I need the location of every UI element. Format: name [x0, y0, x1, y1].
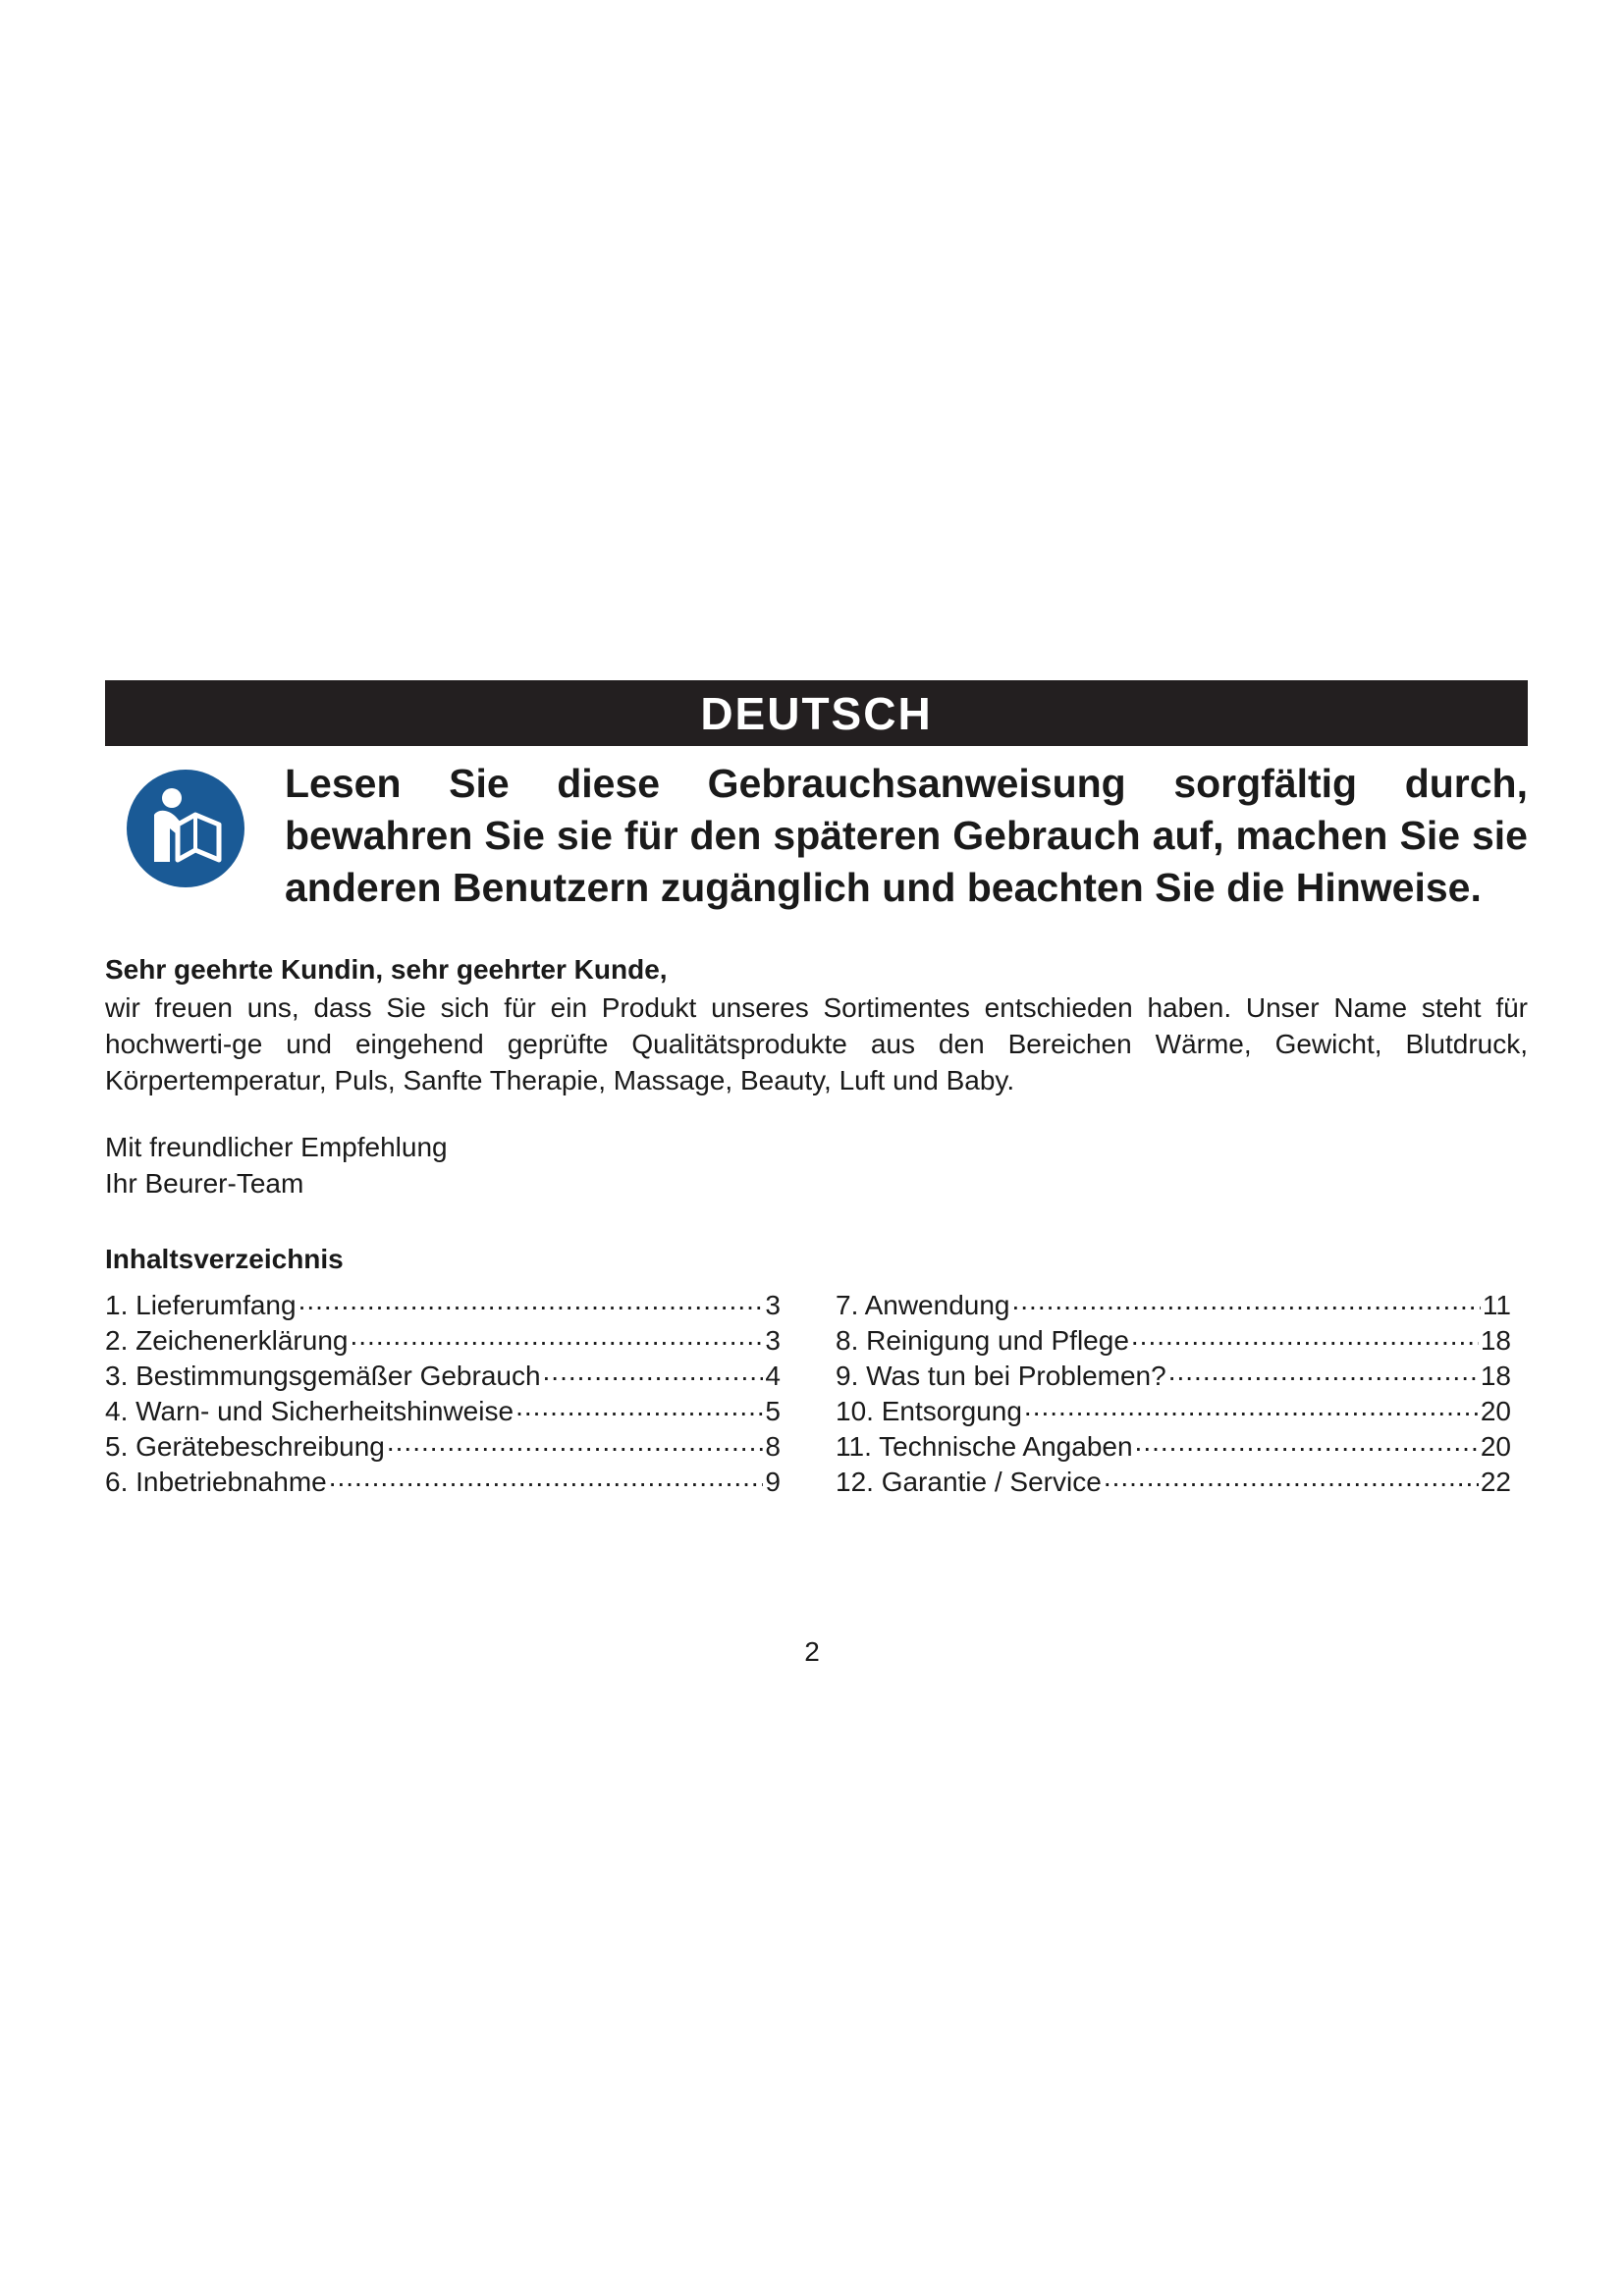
- toc-leader: [1131, 1322, 1479, 1350]
- toc-entry[interactable]: [836, 1464, 1511, 1499]
- language-title: DEUTSCH: [700, 687, 933, 739]
- toc-entry-label: 7. Anwendung: [836, 1290, 1010, 1320]
- toc-leader: [515, 1393, 763, 1420]
- toc-leader: [387, 1428, 764, 1456]
- toc-entry[interactable]: [836, 1322, 1511, 1358]
- toc-leader: [1135, 1428, 1479, 1456]
- toc-entry-page: 18: [1480, 1325, 1511, 1356]
- toc-entry-label: 6. Inbetriebnahme: [105, 1467, 327, 1497]
- toc-leader: [1012, 1287, 1481, 1314]
- toc-entry-page: 20: [1480, 1431, 1511, 1462]
- toc-entry-label: 3. Bestimmungsgemäßer Gebrauch: [105, 1361, 541, 1391]
- toc-entry-page: 9: [765, 1467, 781, 1497]
- closing: [105, 1129, 448, 1201]
- toc-entry-label: 9. Was tun bei Problemen?: [836, 1361, 1166, 1391]
- toc-entry-label: 10. Entsorgung: [836, 1396, 1022, 1426]
- toc-title: Inhaltsverzeichnis: [105, 1244, 344, 1274]
- toc-entry-page: 20: [1480, 1396, 1511, 1426]
- toc-column-right: [836, 1287, 1511, 1499]
- toc-entry[interactable]: [105, 1358, 781, 1393]
- toc-entry-page: 3: [765, 1290, 781, 1320]
- toc-column-left: [105, 1287, 781, 1499]
- signature-line: Ihr Beurer-Team: [105, 1168, 304, 1199]
- toc-entry-page: 22: [1480, 1467, 1511, 1497]
- toc-entry[interactable]: [105, 1322, 781, 1358]
- toc-leader: [350, 1322, 763, 1350]
- toc-entry-label: 11. Technische Angaben: [836, 1431, 1133, 1462]
- language-banner: [105, 680, 1528, 746]
- toc-entry-label: 1. Lieferumfang: [105, 1290, 297, 1320]
- page-number: 2: [804, 1636, 820, 1667]
- toc-leader: [543, 1358, 764, 1385]
- toc-entry[interactable]: [105, 1287, 781, 1322]
- toc-entry[interactable]: [836, 1428, 1511, 1464]
- toc-leader: [1104, 1464, 1479, 1491]
- toc-entry-page: 18: [1480, 1361, 1511, 1391]
- toc-entry[interactable]: [836, 1358, 1511, 1393]
- toc-entry-label: 4. Warn- und Sicherheitshinweise: [105, 1396, 514, 1426]
- toc-leader: [298, 1287, 764, 1314]
- toc-entry-label: 2. Zeichenerklärung: [105, 1325, 349, 1356]
- toc-leader: [1168, 1358, 1479, 1385]
- toc-entry[interactable]: [105, 1464, 781, 1499]
- toc-entry-page: 8: [765, 1431, 781, 1462]
- toc-leader: [1024, 1393, 1479, 1420]
- closing-line: Mit freundlicher Empfehlung: [105, 1132, 448, 1162]
- toc-entry-page: 3: [765, 1325, 781, 1356]
- greeting: Sehr geehrte Kundin, sehr geehrter Kunde,: [105, 954, 668, 985]
- toc-entry[interactable]: [836, 1393, 1511, 1428]
- toc-entry[interactable]: [105, 1428, 781, 1464]
- toc-entry-page: 11: [1482, 1290, 1511, 1320]
- toc-leader: [329, 1464, 764, 1491]
- read-instructions-notice: Lesen Sie diese Gebrauchsanweisung sorgfältig durch, bewahren Sie sie für den späteren Gebrauch auf, machen Sie sie anderen Benutzern zugänglich und beachten Sie die Hinweise.: [285, 761, 1528, 910]
- toc-entry-label: 8. Reinigung und Pflege: [836, 1325, 1129, 1356]
- toc-entry-page: 5: [765, 1396, 781, 1426]
- toc-entry[interactable]: [836, 1287, 1511, 1322]
- toc-entry-page: 4: [765, 1361, 781, 1391]
- intro-paragraph: wir freuen uns, dass Sie sich für ein Produkt unseres Sortimentes entschieden haben. Unser Name steht für hochwerti-ge und eingehend geprüfte Qualitätsprodukte aus den Bereichen Wärme, Gewicht, Blutdruck, Körpertemperatur, Puls, Sanfte Therapie, Massage, Beauty, Luft und Baby.: [105, 992, 1528, 1095]
- toc-entry[interactable]: [105, 1393, 781, 1428]
- toc-entry-label: 12. Garantie / Service: [836, 1467, 1102, 1497]
- toc-entry-label: 5. Gerätebeschreibung: [105, 1431, 385, 1462]
- read-manual-icon: [125, 768, 246, 889]
